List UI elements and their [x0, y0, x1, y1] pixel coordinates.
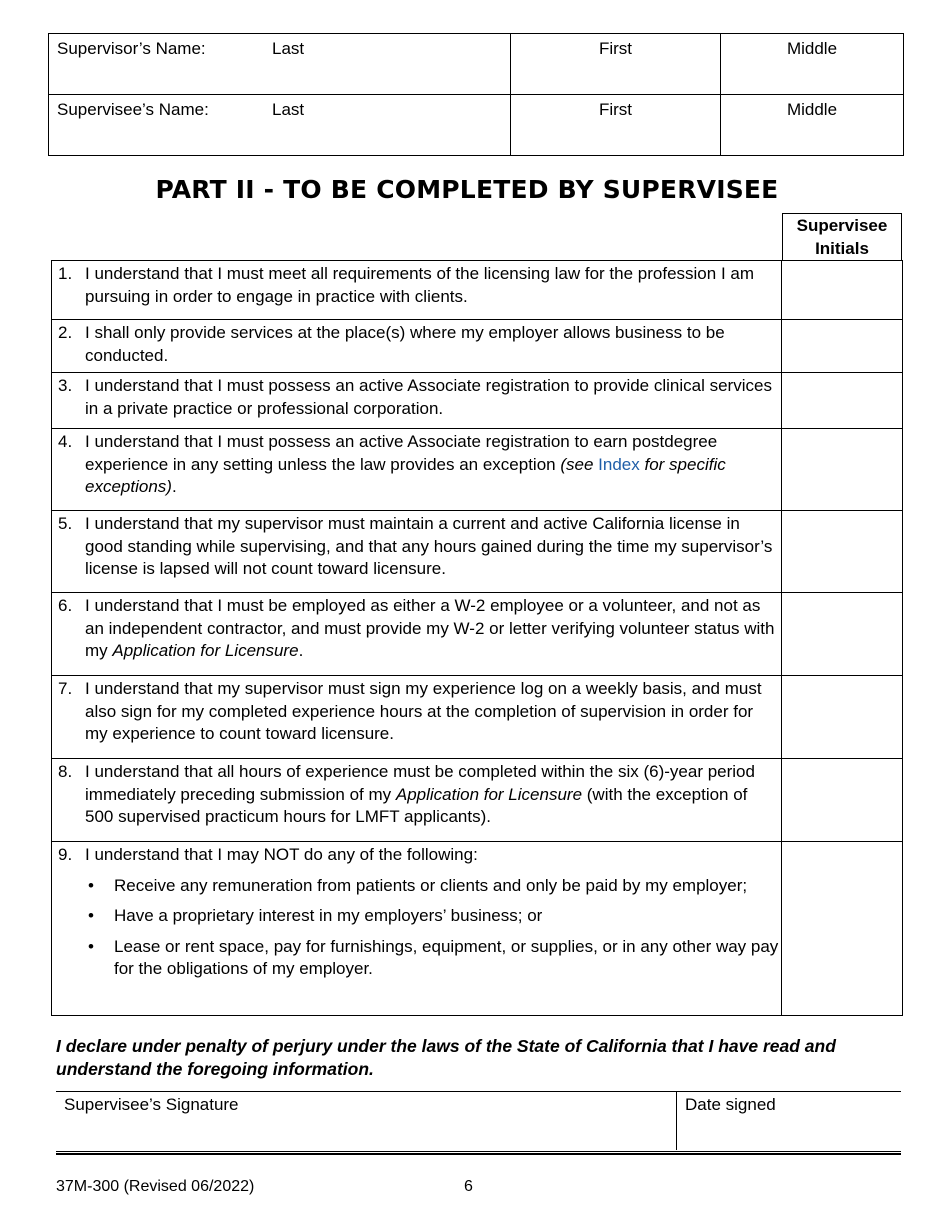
- initials-header-line2: Initials: [815, 239, 869, 258]
- bullet-item: [58, 936, 779, 981]
- index-link[interactable]: Index: [598, 454, 640, 474]
- item-text: I understand that my supervisor must maintain a current and active California license in good standing while supervising, and that any hours gained during the time my supervisor’s license is lapsed will not count toward licensure.: [85, 514, 773, 578]
- statement-row-1: [52, 261, 902, 320]
- signature-label: Supervisee’s Signature: [64, 1095, 239, 1114]
- part-title: PART II - TO BE COMPLETED BY SUPERVISEE: [155, 175, 779, 204]
- form-id: 37M-300 (Revised 06/2022): [56, 1178, 255, 1195]
- bullet-text: Have a proprietary interest in my employers’ business; or: [114, 906, 543, 925]
- statement-row-6: [52, 593, 902, 676]
- supervisee-name-row: [49, 95, 904, 156]
- item-text-part: (with the exception of 500 supervised practicum hours for LMFT applicants).: [85, 784, 748, 826]
- initials-field-9[interactable]: [782, 842, 902, 1015]
- signature-divider: [676, 1092, 677, 1150]
- last-label: Last: [272, 100, 305, 119]
- item-text-part: I understand that all hours of experience must be completed within the six (6)-year period immediately preceding submission of my: [85, 762, 755, 804]
- initials-field-2[interactable]: [782, 320, 902, 372]
- initials-field-6[interactable]: [782, 593, 902, 675]
- item-text-italic: (see: [560, 454, 599, 474]
- supervisee-first-field[interactable]: [511, 95, 721, 156]
- statement-row-8: [52, 759, 902, 842]
- item-number: 6.: [58, 596, 73, 615]
- statement-row-3: [52, 373, 902, 429]
- item-text-part: I understand that I must possess an active Associate registration to earn postdegree experience in any setting unless the law provides an exception: [85, 432, 718, 474]
- initials-field-4[interactable]: [782, 429, 902, 510]
- initials-field-8[interactable]: [782, 759, 902, 841]
- item-number: 5.: [58, 514, 73, 533]
- item-number: 2.: [58, 323, 73, 342]
- initials-column-header: [782, 213, 902, 260]
- names-table: [48, 33, 904, 156]
- item-text: [85, 761, 779, 829]
- item-number: 1.: [58, 264, 73, 283]
- bullet-icon: •: [88, 906, 94, 925]
- item-text: [85, 431, 779, 499]
- initials-field-5[interactable]: [782, 511, 902, 592]
- initials-field-1[interactable]: [782, 261, 902, 319]
- item-text-italic: for specific exceptions): [85, 454, 726, 496]
- supervisor-name-label: Supervisor’s Name:: [57, 39, 206, 58]
- item-text-part: .: [171, 477, 177, 496]
- bullet-item: [58, 875, 779, 898]
- signature-line: [56, 1151, 901, 1152]
- supervisee-middle-field[interactable]: [721, 95, 904, 156]
- bullet-text: Receive any remuneration from patients or clients and only be paid by my employer;: [114, 875, 748, 895]
- bullet-icon: •: [88, 875, 94, 895]
- statements-table: [51, 260, 903, 1016]
- statement-row-4: [52, 429, 902, 511]
- item-number: 8.: [58, 762, 73, 781]
- item-text-part: I understand that I must be employed as either a W-2 employee or a volunteer, and not as an independent contractor, and must provide my W-2 or letter verifying volunteer status with my: [85, 596, 775, 660]
- item-text: I understand that I must meet all requirements of the licensing law for the profession I am pursuing in order to engage in practice with clients.: [85, 264, 755, 306]
- initials-field-7[interactable]: [782, 676, 902, 758]
- item-number: 9.: [58, 845, 73, 864]
- last-label: Last: [272, 39, 305, 58]
- perjury-declaration: I declare under penalty of perjury under the laws of the State of California that I have read and understand the foregoing information.: [56, 1036, 836, 1079]
- statement-row-9: [52, 842, 902, 1016]
- bullet-icon: •: [88, 936, 94, 956]
- page-number: 6: [464, 1178, 473, 1195]
- bullet-item: [58, 905, 779, 928]
- supervisor-name-row: [49, 34, 904, 95]
- statement-row-5: [52, 511, 902, 593]
- first-label: First: [598, 100, 633, 119]
- signature-line: [56, 1153, 901, 1155]
- bullet-text: Lease or rent space, pay for furnishings, equipment, or supplies, or in any other way pay for the obligations of my employer.: [114, 936, 779, 978]
- item-text-italic: Application for Licensure: [395, 784, 583, 804]
- supervisor-first-field[interactable]: [511, 34, 721, 95]
- signature-block: [56, 1091, 901, 1150]
- supervisor-last-field[interactable]: [49, 34, 511, 95]
- item-text: I understand that I may NOT do any of the following:: [85, 845, 478, 864]
- statement-row-2: [52, 320, 902, 373]
- middle-label: Middle: [786, 39, 838, 58]
- item-text-part: .: [298, 641, 304, 660]
- item-text: I understand that my supervisor must sign my experience log on a weekly basis, and must also sign for my completed experience hours at the completion of supervision in order for my experience to count toward licensure.: [85, 679, 762, 743]
- supervisee-name-label: Supervisee’s Name:: [57, 100, 209, 119]
- first-label: First: [598, 39, 633, 58]
- item-text-italic: Application for Licensure: [112, 641, 299, 660]
- statement-row-7: [52, 676, 902, 759]
- initials-field-3[interactable]: [782, 373, 902, 428]
- middle-label: Middle: [786, 100, 838, 119]
- item-text: I shall only provide services at the place(s) where my employer allows business to be conducted.: [85, 323, 725, 365]
- item-text: I understand that I must possess an active Associate registration to provide clinical services in a private practice or professional corporation.: [85, 376, 772, 418]
- item-number: 3.: [58, 376, 73, 395]
- date-signed-label: Date signed: [685, 1095, 776, 1114]
- initials-header-line1: Supervisee: [796, 216, 888, 235]
- item-text: [85, 595, 779, 663]
- supervisee-last-field[interactable]: [49, 95, 511, 156]
- item-number: 4.: [58, 432, 73, 451]
- supervisor-middle-field[interactable]: [721, 34, 904, 95]
- item-number: 7.: [58, 679, 73, 698]
